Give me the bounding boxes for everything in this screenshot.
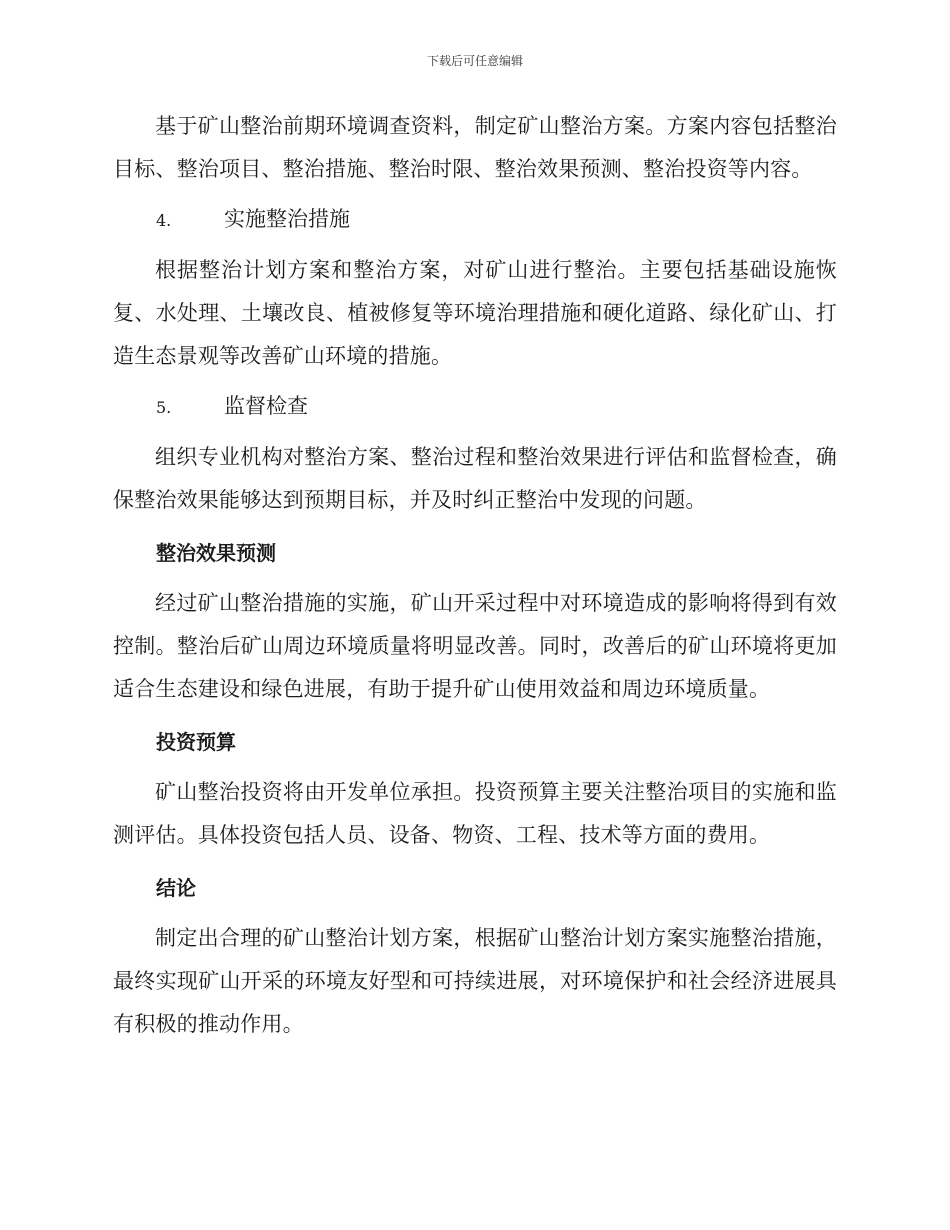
paragraph-effect-prediction: 经过矿山整治措施的实施，矿山开采过程中对环境造成的影响将得到有效控制。整治后矿山周边环境质量将明显改善。同时，改善后的矿山环境将更加适合生态建设和绿色进展，有助于提升矿山使用效益和周边环境质量。	[113, 591, 837, 701]
paragraph-implementation: 根据整治计划方案和整治方案，对矿山进行整治。主要包括基础设施恢复、水处理、土壤改良、植被修复等环境治理措施和硬化道路、绿化矿山、打造生态景观等改善矿山环境的措施。	[113, 258, 837, 368]
paragraph-conclusion: 制定出合理的矿山整治计划方案，根据矿山整治计划方案实施整治措施，最终实现矿山开采的环境友好型和可持续进展，对环境保护和社会经济进展具有积极的推动作用。	[113, 926, 837, 1036]
section-heading-effect-prediction: 整治效果预测	[156, 541, 276, 565]
list-item-label: 实施整治措施	[224, 207, 350, 231]
document-body	[113, 105, 837, 1046]
list-number: 4.	[156, 211, 172, 230]
section-heading-conclusion: 结论	[156, 876, 196, 900]
list-item-label: 监督检查	[224, 394, 308, 418]
list-number: 5.	[156, 398, 172, 417]
list-item-supervision	[113, 385, 837, 429]
paragraph-plan-content: 基于矿山整治前期环境调查资料，制定矿山整治方案。方案内容包括整治目标、整治项目、整治措施、整治时限、整治效果预测、整治投资等内容。	[113, 114, 837, 181]
list-item-implement-measures	[113, 198, 837, 242]
section-heading-investment-budget: 投资预算	[156, 730, 236, 754]
paragraph-supervision: 组织专业机构对整治方案、整治过程和整治效果进行评估和监督检查，确保整治效果能够达到预期目标，并及时纠正整治中发现的问题。	[113, 445, 837, 512]
paragraph-investment-budget: 矿山整治投资将由开发单位承担。投资预算主要关注整治项目的实施和监测评估。具体投资包括人员、设备、物资、工程、技术等方面的费用。	[113, 780, 837, 847]
page-header-note: 下载后可任意编辑	[426, 54, 523, 68]
